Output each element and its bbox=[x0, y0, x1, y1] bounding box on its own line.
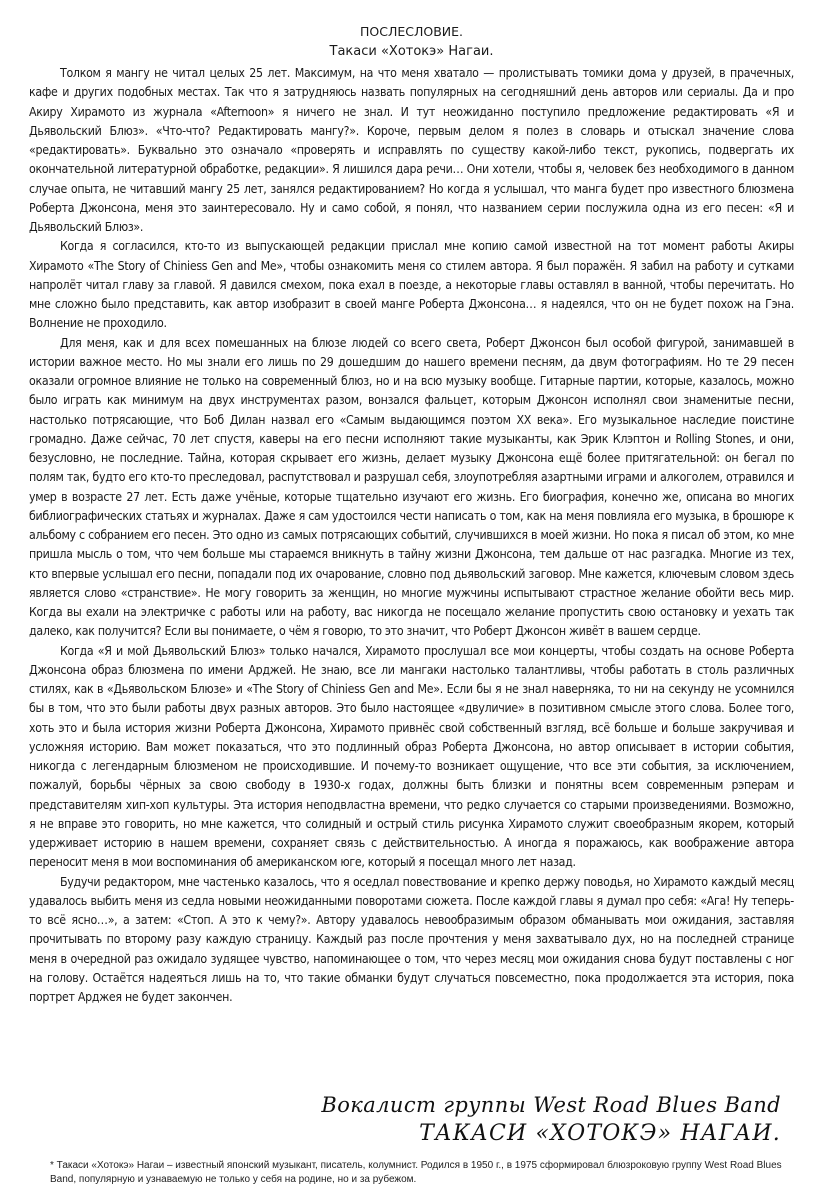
paragraph: Для меня, как и для всех помешанных на блюзе людей со всего света, Роберт Джонсон был особой фигурой, занимавшей в истории важное место. Но мы знали его лишь по 29 дошедшим до нашего времени песням, да двум фотографиям. Но те 29 песен оказали огромное влияние не только на современный блюз, но и на всю музыку вообще. Гитарные партии, которые, казалось, можно было играть как минимум на двух инструментах разом, вонзался фальцет, которым Джонсон исполнял свои знаменитые песни, настолько потрясающие, что Боб Дилан назвал его «Самым выдающимся поэтом XX века». Его музыкальное наследие поистине громадно. Даже сейчас, 70 лет спустя, каверы на его песни исполняют такие музыканты, как Эрик Клэптон и Rolling Stones, и они, безусловно, не последние. Тайна, которая скрывает его жизнь, делает музыку Джонсона ещё более притягательной: он бегал по полям так, будто его кто-то преследовал, распутствовал и разрушал себя, злоупотребляя азартными играми и алкоголем, отравился и умер в возрасте 27 лет. Есть даже учёные, которые тщательно изучают его жизнь. Его биография, конечно же, описана во многих библиографических статьях и журналах. Даже я сам удостоился чести написать о том, как на меня повлияла его музыка, в брошюре к альбому с собранием его песен. Это одно из самых потрясающих событий, случившихся в моей жизни. Но пока я писал об этом, ко мне пришла мысль о том, что чем больше мы стараемся вникнуть в тайну жизни Джонсона, тем дальше от нас разгадка. Многие из тех, кто впервые услышал его песни, попадали под их очарование, словно под дьявольский заговор. Мне кажется, ключевым словом здесь является слово «странствие». Не могу говорить за женщин, но многие мужчины испытывают страстное желание обойти весь мир. Когда вы ехали на электричке с работы или на работу, вас никогда не посещало желание пропустить свою остановку и уехать так далеко, как получится? Если вы понимаете, о чём я говорю, то это значит, что Роберт Джонсон живёт в вашем сердце. bbox=[29, 335, 794, 639]
paragraph: Толком я мангу не читал целых 25 лет. Максимум, на что меня хватало — пролистывать томики дома у друзей, в прачечных, кафе и других подобных местах. Так что я затрудняюсь назвать популярных на сегодняшний день авторов или сериалы. Да и про Акиру Хирамото из журнала «Afternoon» я ничего не знал. И тут неожиданно поступило предложение редактировать «Я и Дьявольский Блюз». «Что-что? Редактировать мангу?». Короче, первым делом я полез в словарь и отыскал значение слова «редактировать». Буквально это означало «проверять и исправлять по существу какой-либо текст, рукопись, подвергать их окончательной литературной обработке, редакции». Я лишился дара речи… Они хотели, чтобы я, человек без необходимого в данном случае опыта, не читавший мангу 25 лет, занялся редактированием? Но когда я услышал, что манга будет про известного блюзмена Роберта Джонсона, меня это заинтересовало. Ну и само собой, я понял, что названием серии послужила одна из его песен: «Я и Дьявольский Блюз». bbox=[29, 66, 794, 234]
paragraph: Когда «Я и мой Дьявольский Блюз» только начался, Хирамото прослушал все мои концерты, чтобы создать на основе Роберта Джонсона образ блюзмена по имени Арджей. Не знаю, все ли мангаки настолько талантливы, чтобы работать в столь различных стилях, как в «Дьявольском Блюзе» и «The Story of Chiniess Gen and Me». Если бы я не знал наверняка, то ни на секунду не усомнился бы в том, что это были работы двух разных авторов. Это было настоящее «двуличие» в позитивном смысле этого слова. Более того, хоть это и была история жизни Роберта Джонсона, Хирамото привнёс свой собственный взгляд, всё больше и больше закручивая и усложняя историю. Вам может показаться, что это подлинный образ Роберта Джонсона, но автор описывает в истории события, никогда с легендарным блюзменом не происходившие. И почему-то возникает ощущение, что все эти события, за исключением, пожалуй, борьбы чёрных за свою свободу в 1930-х годах, должны быть близки и понятны всем современным рэперам и представителям хип-хоп культуры. Эта история неподвластна времени, что редко случается со старыми произведениями. Возможно, я не вправе это говорить, но мне кажется, что солидный и острый стиль рисунка Хирамото служит своеобразным якорем, который удерживает историю в нашем времени, сохраняет связь с действительностью. А иногда я поражаюсь, как воображение автора переносит меня в мои воспоминания об американском юге, который я посещал много лет назад. bbox=[29, 643, 794, 870]
author-heading: Такаси «Хотокэ» Нагаи. bbox=[329, 44, 494, 59]
paragraph: Будучи редактором, мне частенько казалось, что я оседлал повествование и крепко держу поводья, но Хирамото каждый месяц удавалось выбить меня из седла новыми неожиданными поворотами сюжета. После каждой главы я думал про себя: «Ага! Ну теперь-то всё ясно…», а затем: «Стоп. А это к чему?». Автору удавалось невообразимым образом обманывать мои ожидания, заставляя прочитывать по второму разу каждую страницу. Каждый раз после прочтения у меня захватывало дух, но на последней странице меня в очередной раз ожидало зудящее чувство, напоминающее о том, что через месяц мои ожидания снова будут поставлены с ног на голову. Остаётся надеяться лишь на то, что такие обманки будут случаться повсеместно, пока продолжается эта история, пока портрет Арджея не будет закончен. bbox=[29, 874, 794, 1004]
paragraph: Когда я согласился, кто-то из выпускающей редакции прислал мне копию самой известной на тот момент работы Акиры Хирамото «The Story of Chiniess Gen and Me», чтобы ознакомить меня со стилем автора. Я был поражён. Я забил на работу и сутками напролёт читал главу за главой. Я давился смехом, пока ехал в поезде, а некоторые главы оставлял в ванной, чтобы перечитать. Но мне сложно было представить, как автор изобразит в своей манге Роберта Джонсона… я надеялся, что он не будет похож на Гэна. Волнение не проходило. bbox=[29, 239, 794, 331]
signature-block bbox=[321, 1091, 781, 1149]
afterword-page bbox=[29, 22, 794, 1007]
footnote: * Такаси «Хотокэ» Нагаи – известный японский музыкант, писатель, колумнист. Родился в 1950 г., в 1975 сформировал блюзроковую группу West Road Blues Band, популярную и узнаваемую не только у себя на родине, но и за рубежом. bbox=[50, 1160, 782, 1185]
article-body bbox=[29, 64, 794, 1007]
page-title: ПОСЛЕСЛОВИЕ. bbox=[359, 24, 464, 39]
signature-name: ТАКАСИ «ХОТОКЭ» НАГАИ. bbox=[419, 1121, 781, 1146]
signature-role: Вокалист группы West Road Blues Band bbox=[321, 1093, 781, 1117]
